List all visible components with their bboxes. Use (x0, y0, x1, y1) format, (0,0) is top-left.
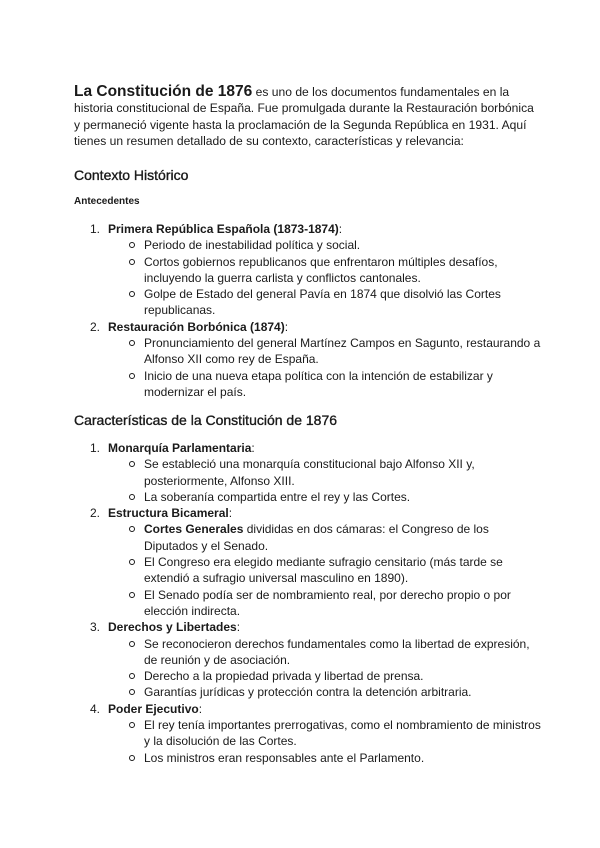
sub-list (108, 456, 544, 505)
caracteristicas-list (74, 440, 544, 766)
list-item-restauracion-borbonica (74, 319, 544, 400)
item-separator: : (251, 441, 255, 455)
sub-list-item (108, 521, 544, 554)
item-separator: : (236, 620, 241, 635)
item-title: Primera República Española (1873-1874) (108, 222, 339, 236)
sub-list-item: Cortos gobiernos republicanos que enfrentaron múltiples desafíos, incluyendo la guerra carlista y conflictos cantonales. (108, 254, 544, 287)
sub-list-item: El rey tenía importantes prerrogativas, como el nombramiento de ministros y la disolución de las Cortes. (108, 717, 544, 750)
list-number: 4. (90, 701, 101, 716)
sub-list-item: Golpe de Estado del general Pavía en 1874 que disolvió las Cortes republicanas. (108, 286, 544, 319)
intro-text: es uno de los documentos fundamentales en la historia constitucional de España. Fue promulgada durante la Restauración borbónica y permaneció vigente hasta la proclamación de la Segunda República en 1931. Aquí tienes un resumen detallado de su contexto, características y relevancia: (74, 85, 534, 148)
sub-list (108, 636, 544, 701)
sub-list-item: Garantías jurídicas y protección contra la detención arbitraria. (108, 684, 544, 700)
bold-term: Cortes Generales (144, 522, 244, 537)
list-item-poder-ejecutivo (74, 701, 544, 766)
item-separator: : (228, 506, 233, 521)
item-title: Poder Ejecutivo (108, 701, 199, 716)
sub-list-item: Se reconocieron derechos fundamentales como la libertad de expresión, de reunión y de asociación. (108, 636, 544, 669)
sub-list-item: Se estableció una monarquía constitucional bajo Alfonso XII y, posteriormente, Alfonso XIII. (108, 456, 544, 489)
list-number: 2. (90, 319, 101, 334)
sub-list (108, 335, 544, 400)
item-title: Restauración Borbónica (1874) (108, 319, 285, 334)
sub-list (108, 521, 544, 619)
sub-list (108, 717, 544, 766)
heading-caracteristicas: Características de la Constitución de 1876 (74, 412, 338, 428)
list-number: 1. (90, 222, 101, 236)
sub-list-item: El Congreso era elegido mediante sufragio censitario (más tarde se extendió a sufragio universal masculino en 1890). (108, 554, 544, 587)
heading-contexto-historico: Contexto Histórico (74, 167, 189, 183)
subheading-antecedentes: Antecedentes (74, 196, 140, 207)
antecedentes-list (74, 221, 544, 400)
sub-list-item: Los ministros eran responsables ante el Parlamento. (108, 750, 544, 766)
list-item-primera-republica (74, 221, 544, 319)
sub-list-item: El Senado podía ser de nombramiento real, por derecho propio o por elección indirecta. (108, 587, 544, 620)
list-item-estructura-bicameral (74, 505, 544, 619)
sub-list (108, 237, 544, 318)
list-number: 2. (90, 506, 101, 521)
item-separator: : (284, 319, 289, 334)
item-separator: : (198, 701, 203, 716)
sub-list-item: Periodo de inestabilidad política y social. (108, 237, 544, 253)
intro-lead: La Constitución de 1876 (74, 83, 253, 100)
sub-list-item: Inicio de una nueva etapa política con la intención de estabilizar y modernizar el país. (108, 368, 544, 401)
list-number: 3. (90, 620, 101, 635)
item-title: Derechos y Libertades (108, 620, 237, 635)
list-item-derechos-libertades (74, 619, 544, 700)
item-separator: : (338, 222, 343, 236)
sub-list-item: Pronunciamiento del general Martínez Campos en Sagunto, restaurando a Alfonso XII como rey de España. (108, 335, 544, 368)
sub-list-item: Derecho a la propiedad privada y libertad de prensa. (108, 668, 544, 684)
sub-list-item: La soberanía compartida entre el rey y las Cortes. (108, 489, 544, 505)
list-item-monarquia-parlamentaria (74, 440, 544, 505)
sub-list-item-text: divididas en dos cámaras: el Congreso de los Diputados y el Senado. (144, 522, 489, 553)
intro-paragraph (74, 84, 534, 149)
item-title: Monarquía Parlamentaria (108, 441, 252, 455)
item-title: Estructura Bicameral (108, 506, 229, 521)
list-number: 1. (90, 441, 101, 455)
